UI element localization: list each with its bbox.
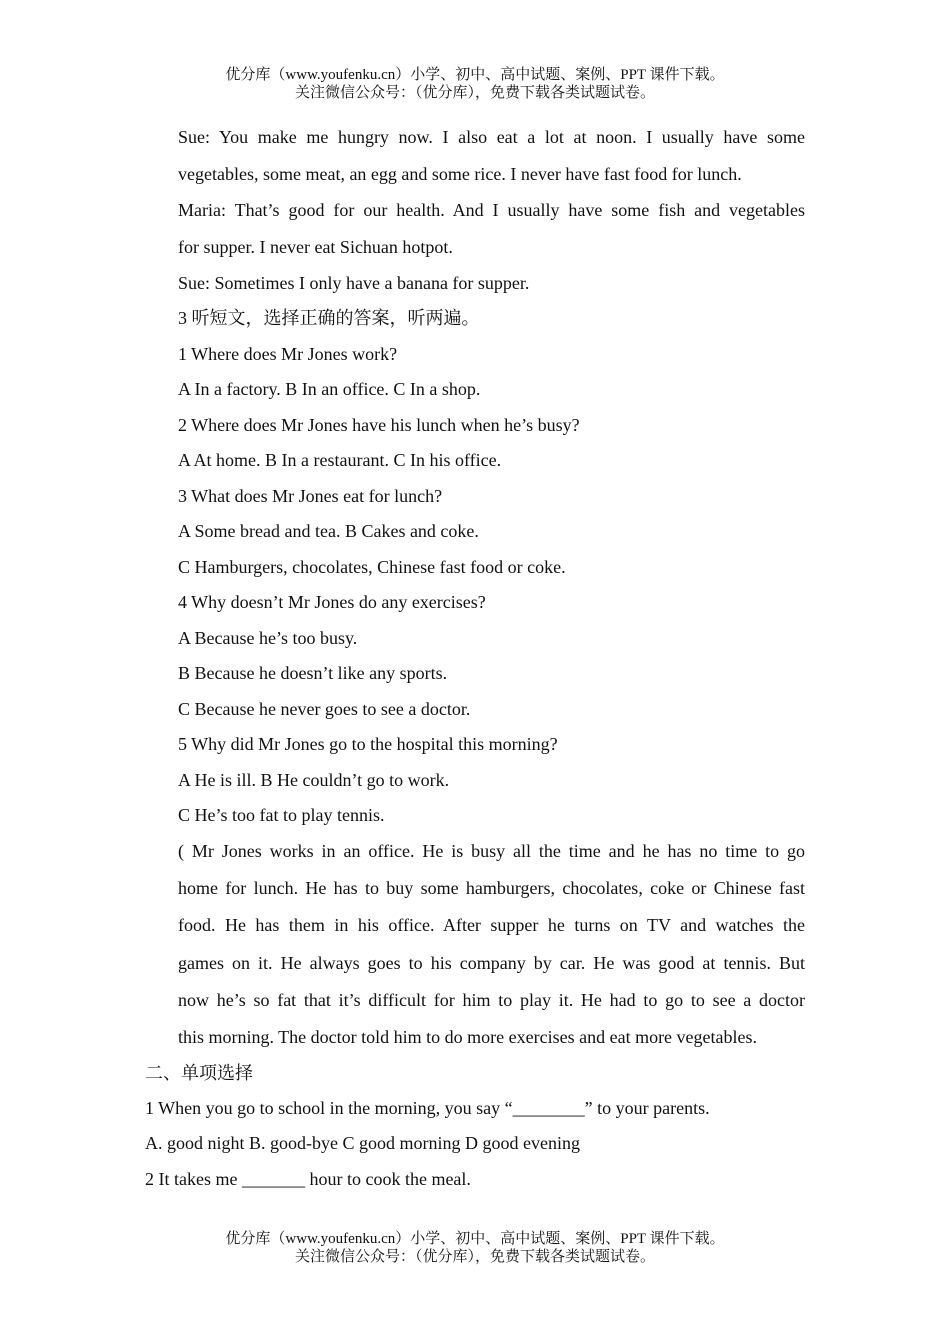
question: 1 Where does Mr Jones work? — [178, 344, 398, 364]
dialogue-line: for supper. I never eat Sichuan hotpot. — [178, 237, 453, 257]
answer-options: C Hamburgers, chocolates, Chinese fast food or coke. — [178, 557, 566, 577]
answer-option: C Because he never goes to see a doctor. — [178, 699, 471, 719]
answer-options: A He is ill. B He couldn’t go to work. — [178, 770, 450, 790]
header-line-2: 关注微信公众号：（优分库），免费下载各类试题试卷。 — [294, 85, 655, 101]
section-3-title: 3 听短文，选择正确的答案，听两遍。 — [178, 308, 480, 328]
question: 3 What does Mr Jones eat for lunch? — [178, 486, 443, 506]
dialogue-line: Sue: You make me hungry now. I also eat a lot at noon. I usually have some — [178, 127, 805, 147]
answer-options: A Some bread and tea. B Cakes and coke. — [178, 521, 479, 541]
section-2-title: 二、单项选择 — [145, 1063, 253, 1083]
passage-line: food. He has them in his office. After supper he turns on TV and watches the — [178, 915, 805, 935]
answer-options: A. good night B. good-bye C good morning D good evening — [145, 1133, 580, 1153]
question: 2 Where does Mr Jones have his lunch when he’s busy? — [178, 415, 580, 435]
dialogue-line: vegetables, some meat, an egg and some rice. I never have fast food for lunch. — [178, 164, 742, 184]
answer-options: A In a factory. B In an office. C In a shop. — [178, 379, 481, 399]
passage-line: games on it. He always goes to his company by car. He was good at tennis. But — [178, 953, 805, 973]
answer-option: A Because he’s too busy. — [178, 628, 358, 648]
passage-line: now he’s so fat that it’s difficult for him to play it. He had to go to see a doctor — [178, 990, 805, 1010]
passage-line: home for lunch. He has to buy some hamburgers, chocolates, coke or Chinese fast — [178, 878, 805, 898]
dialogue-line: Maria: That’s good for our health. And I usually have some fish and vegetables — [178, 200, 805, 220]
dialogue-line: Sue: Sometimes I only have a banana for supper. — [178, 273, 530, 293]
answer-options: A At home. B In a restaurant. C In his office. — [178, 450, 502, 470]
answer-option: C He’s too fat to play tennis. — [178, 805, 385, 825]
page-header — [0, 66, 950, 102]
page-footer — [0, 1230, 950, 1266]
question: 5 Why did Mr Jones go to the hospital this morning? — [178, 734, 558, 754]
passage-line: this morning. The doctor told him to do more exercises and eat more vegetables. — [178, 1027, 758, 1047]
footer-line-2: 关注微信公众号：（优分库），免费下载各类试题试卷。 — [294, 1249, 655, 1265]
question: 4 Why doesn’t Mr Jones do any exercises? — [178, 592, 486, 612]
question: 2 It takes me _______ hour to cook the meal. — [145, 1169, 471, 1189]
header-line-1: 优分库（www.youfenku.cn）小学、初中、高中试题、案例、PPT 课件下载。 — [225, 67, 725, 83]
answer-option: B Because he doesn’t like any sports. — [178, 663, 448, 683]
passage-line: ( Mr Jones works in an office. He is busy all the time and he has no time to go — [178, 841, 805, 861]
question: 1 When you go to school in the morning, you say “________” to your parents. — [145, 1098, 710, 1118]
footer-line-1: 优分库（www.youfenku.cn）小学、初中、高中试题、案例、PPT 课件下载。 — [225, 1231, 725, 1247]
